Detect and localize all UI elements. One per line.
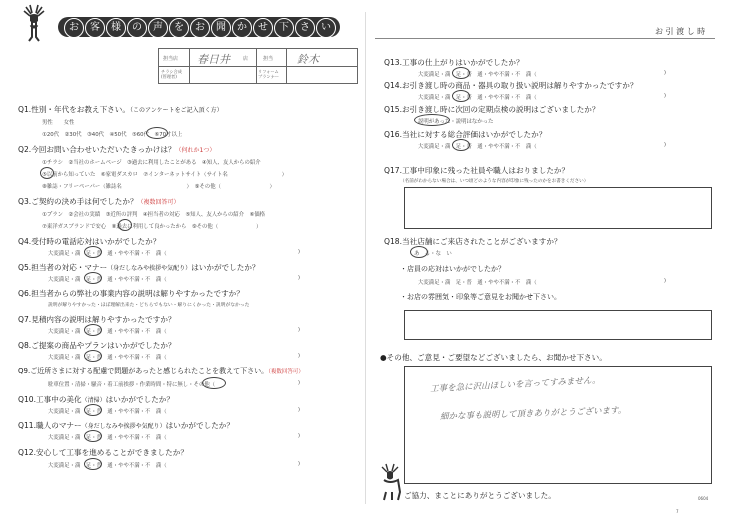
- q18-title: Q18.当社店舗にご来店されたことがございますか？: [384, 237, 562, 246]
- q2-title: Q2.今回お問い合わせいただいたきっかけは？（何れか1つ）: [18, 145, 216, 154]
- q16-title: Q16.当社に対する総合評価はいかがでしたか？: [384, 130, 547, 139]
- q7-title: Q7.見積内容の説明は解りやすかったですか？: [18, 315, 176, 324]
- q17-answer-box[interactable]: [404, 187, 712, 229]
- deer-footer-icon: [374, 462, 408, 502]
- title-char: 下: [274, 18, 294, 38]
- title-char: せ: [253, 18, 273, 38]
- column-divider: [365, 12, 366, 504]
- q18-sub1-options[interactable]: 大変満足・満 足・普 通・やや不満・不 満（: [418, 280, 537, 286]
- q5-options[interactable]: 大変満足・満 足・普 通・やや不満・不 満（: [48, 277, 167, 283]
- q7-answer-circle: [84, 324, 102, 336]
- q3-options-2[interactable]: ⑦東洋ガスブランドで安心 ⑧過去に利用して良かったから ⑨その他（ ）: [42, 224, 262, 230]
- q8-title: Q8.ご提案の商品やプランはいかがでしたか？: [18, 341, 176, 350]
- q14-options[interactable]: 大変満足・満 足・普 通・やや不満・不 満（: [418, 95, 537, 101]
- title-char: さ: [295, 18, 315, 38]
- q6-options[interactable]: 説明が解りやすかった・ほぼ理解出来た・どちらでもない・解りにくかった・説明がなかった: [48, 303, 250, 308]
- q15-title: Q15.お引き渡し時に次回の定期点検の説明はございましたか？: [384, 105, 600, 114]
- q18-sub1: ・店員の応対はいかがでしたか？: [400, 265, 505, 273]
- q2-options-3[interactable]: ⑧雑誌・フリーペーパー（雑誌名 ） ⑨その他（ ）: [42, 184, 275, 190]
- manager-value: 鈴木: [297, 53, 319, 66]
- q7-options[interactable]: 大変満足・満 足・普 通・やや不満・不 満（: [48, 329, 167, 335]
- title-char: 聞: [211, 18, 231, 38]
- q18-answer-box[interactable]: [404, 310, 712, 340]
- q1-answer-circle: [146, 127, 168, 139]
- branch-label: 担当店: [163, 56, 179, 62]
- handwriting-line-1: 工事を急に沢山ほしいを言ってすみません。: [429, 375, 601, 395]
- q2-answer-circle: [40, 167, 54, 179]
- chirashi-label: チラシ合成 (管理者): [161, 69, 182, 79]
- q18-yesno[interactable]: あ る・な い: [414, 251, 452, 257]
- q7-paren-close: ): [298, 327, 300, 333]
- form-code: 0604: [698, 496, 709, 501]
- q3-answer-circle: [118, 219, 132, 231]
- title-char: の: [127, 18, 147, 38]
- q15-answer-circle: [414, 114, 450, 126]
- q2-options-1[interactable]: ①チラシ ②当社のホームページ ③過去に利用したことがある ④知人、友人からの紹介: [42, 160, 261, 166]
- q14-title: Q14.お引き渡し時の商品・器具の取り扱い説明は解りやすかったですか？: [384, 81, 638, 90]
- q11-paren-close: ): [298, 433, 300, 439]
- q10-options[interactable]: 大変満足・満 足・普 通・やや不満・不 満（: [48, 409, 167, 415]
- q10-paren-close: ): [298, 407, 300, 413]
- planner-label: リフォーム プランナー: [258, 69, 279, 79]
- page-number: 7: [676, 509, 679, 514]
- q1-age-options[interactable]: ①20代 ②30代 ③40代 ④50代 ⑤60代 ⑥70才以上: [42, 132, 183, 138]
- title-char: い: [316, 18, 336, 38]
- q12-title: Q12.安心して工事を進めることができましたか？: [18, 448, 188, 457]
- q12-options[interactable]: 大変満足・満 足・普 通・やや不満・不 満（: [48, 463, 167, 469]
- q1-gender-options[interactable]: 男性 女性: [42, 120, 75, 126]
- q3-options-1[interactable]: ①プラン ②会社の実績 ③近所の評判 ④担当者の対応 ⑤知人、友人からの紹介 ⑥価格: [42, 212, 266, 218]
- handover-label: お 引 渡 し 時: [655, 27, 706, 36]
- q14-answer-circle: [452, 90, 470, 102]
- branch-suffix: 店: [243, 56, 249, 62]
- q12-paren-close: ): [298, 461, 300, 467]
- q10-answer-circle: [84, 404, 102, 416]
- q8-paren-close: ): [298, 353, 300, 359]
- q4-paren-close: ): [298, 249, 300, 255]
- title-char: 声: [148, 18, 168, 38]
- q8-options[interactable]: 大変満足・満 足・普 通・やや不満・不 満（: [48, 355, 167, 361]
- q18-answer-circle: [410, 246, 428, 258]
- q18-paren-close: ): [664, 278, 666, 284]
- q11-title: Q11.職人のマナー（身だしなみや挨拶や気配り）はいかがでしたか？: [18, 421, 234, 430]
- thanks-message: ご協力、まことにありがとうございました。: [404, 491, 556, 500]
- q6-title: Q6.担当者からの弊社の事業内容の説明は解りやすかったですか？: [18, 289, 244, 298]
- q4-answer-circle: [84, 246, 102, 258]
- q10-title: Q10.工事中の美化（清掃）はいかがでしたか？: [18, 395, 174, 404]
- q5-paren-close: ): [298, 275, 300, 281]
- q3-title: Q3.ご契約の決め手は何でしたか？（複数回答可）: [18, 197, 180, 206]
- q11-answer-circle: [84, 430, 102, 442]
- staff-table: [158, 48, 358, 84]
- q16-options[interactable]: 大変満足・満 足・普 通・やや不満・不 満（: [418, 144, 537, 150]
- title-char: お: [64, 18, 84, 38]
- q5-answer-circle: [84, 272, 102, 284]
- q17-title: Q17.工事中印象に残った社員や職人はおりましたか？: [384, 166, 570, 175]
- q1-title: Q1.性別・年代をお教え下さい。（このアンケートをご記入頂く方）: [18, 105, 223, 114]
- handwriting-line-2: 細かな事も説明して頂きありがとうございます。: [439, 405, 627, 423]
- q13-title: Q13.工事の仕上がりはいかがでしたか？: [384, 58, 524, 67]
- q9-options[interactable]: 駐車位置・清掃・騒音・着工前挨拶・作業時間・特に無し・その他（: [48, 382, 216, 388]
- q11-options[interactable]: 大変満足・満 足・普 通・やや不満・不 満（: [48, 435, 167, 441]
- q4-title: Q4.受付時の電話応対はいかがでしたか？: [18, 237, 161, 246]
- q12-answer-circle: [84, 458, 102, 470]
- q13-paren-close: ): [664, 70, 666, 76]
- q4-options[interactable]: 大変満足・満 足・普 通・やや不満・不 満（: [48, 251, 167, 257]
- title-char: か: [232, 18, 252, 38]
- header-rule: [375, 38, 715, 39]
- title-char: 様: [106, 18, 126, 38]
- q8-answer-circle: [84, 350, 102, 362]
- q9-answer-circle: [202, 377, 226, 389]
- deer-logo-icon: [12, 3, 58, 43]
- branch-value: 春日井: [197, 53, 230, 66]
- manager-label: 担当: [263, 56, 274, 62]
- q9-paren-close: ): [298, 380, 300, 386]
- q5-title: Q5.担当者の対応・マナー（身だしなみや挨拶や気配り）はいかがでしたか？: [18, 263, 260, 272]
- q15-options[interactable]: 説明があった・説明はなかった: [418, 119, 494, 125]
- q9-title: Q9.ご近所さまに対する配慮で問題があったと感じられたことを教えて下さい。（複数回答可）: [18, 367, 304, 375]
- q16-answer-circle: [452, 139, 470, 151]
- q14-paren-close: ): [664, 93, 666, 99]
- q13-answer-circle: [452, 67, 470, 79]
- q2-options-2[interactable]: ⑤以前から知っていた ⑥家電ダスカロ ⑦インターネットサイト（サイト名 ）: [42, 172, 288, 178]
- title-char: お: [190, 18, 210, 38]
- title-char: を: [169, 18, 189, 38]
- q13-options[interactable]: 大変満足・満 足・普 通・やや不満・不 満（: [418, 72, 537, 78]
- q17-note: （名前がわからない場合は、いつ頃どのような内容が印象に残ったのかをお書きください）: [400, 179, 589, 184]
- title-char: 客: [85, 18, 105, 38]
- q16-paren-close: ): [664, 142, 666, 148]
- q18-sub2: ・お店の雰囲気・印象等ご意見をお聞かせ下さい。: [400, 293, 561, 301]
- free-comment-title: ●その他、ご意見・ご要望などございましたら、お聞かせ下さい。: [380, 353, 607, 362]
